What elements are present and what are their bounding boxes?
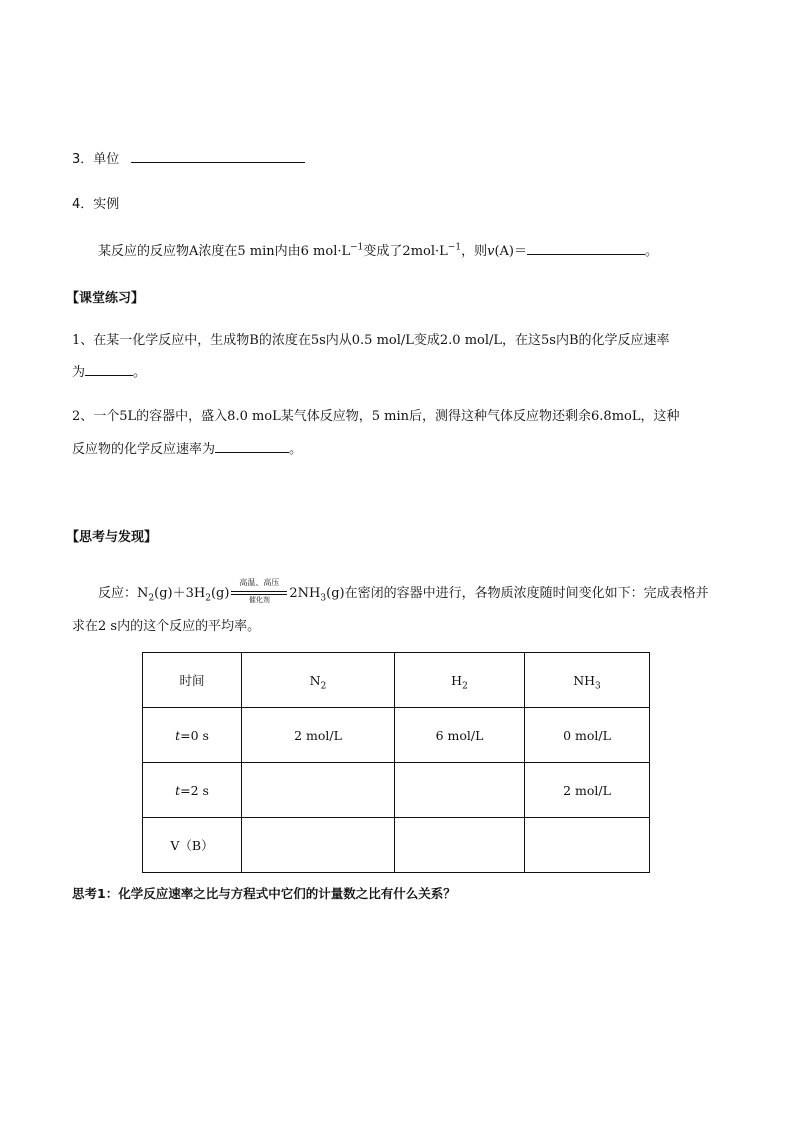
table-header-row — [143, 653, 650, 708]
example-text-d: (A)＝ — [494, 244, 527, 259]
row-label-t0: t=0 s — [143, 708, 242, 763]
unit-blank[interactable] — [131, 161, 305, 163]
reaction-plus: (g)＋3H — [154, 586, 206, 601]
practice-q2-line2 — [72, 438, 302, 457]
row-label-vb: V（B） — [143, 818, 242, 873]
table-cell-input[interactable] — [395, 818, 525, 873]
table-row — [143, 763, 650, 818]
table-cell-input[interactable] — [525, 818, 650, 873]
table-cell-input[interactable] — [242, 818, 395, 873]
example-line — [98, 240, 658, 259]
practice-heading: 【课堂练习】 — [66, 291, 145, 306]
q1-line2-pre: 为 — [72, 365, 86, 380]
header-nh3: $NH_3$ — [525, 653, 650, 708]
nh3-sub: 3 — [320, 593, 327, 604]
table-cell: 0 mol/L — [525, 708, 650, 763]
reaction-line — [98, 577, 709, 604]
table-cell-input[interactable] — [395, 763, 525, 818]
table-cell: 2 mol/L — [525, 763, 650, 818]
row-label-t2: t=2 s — [143, 763, 242, 818]
table-row — [143, 708, 650, 763]
reaction-line2: 求在2 s内的这个反应的平均率。 — [72, 619, 261, 634]
table-cell: 6 mol/L — [395, 708, 525, 763]
q2-answer-blank[interactable] — [215, 451, 289, 453]
q2-line2-pre: 反应物的化学反应速率为 — [72, 442, 216, 457]
example-end: 。 — [644, 244, 658, 259]
item3-label: 3．单位 — [72, 152, 120, 167]
practice-q2-line1: 2、一个5L的容器中，盛入8.0 moL某气体反应物，5 min后，测得这种气体反应物还剩余6.8moL，这种 — [72, 409, 680, 424]
example-text-b: 变成了2mol·L — [363, 244, 448, 259]
item3-line — [72, 148, 305, 167]
example-text-a: 某反应的反应物A浓度在5 min内由6 mol·L — [98, 244, 351, 259]
example-v: v — [487, 244, 495, 259]
practice-q1-line1: 1、在某一化学反应中，生成物B的浓度在5s内从0.5 mol/L变成2.0 mol/L，在这5s内B的化学反应速率 — [72, 333, 670, 348]
example-text-c: ，则 — [461, 244, 488, 259]
q1-line2-end: 。 — [133, 365, 147, 380]
concentration-table — [142, 652, 650, 873]
discovery-heading: 【思考与发现】 — [66, 530, 158, 545]
item4-label: 4．实例 — [72, 197, 120, 212]
h2-sub: 2 — [205, 593, 211, 604]
example-exp1: −1 — [350, 242, 364, 253]
reaction-g: (g) — [210, 586, 230, 601]
reaction-product: 2NH — [289, 586, 321, 601]
condition-bottom: 催化剂 — [248, 595, 270, 604]
example-answer-blank[interactable] — [527, 253, 645, 255]
n2-sub: 2 — [148, 593, 155, 604]
table-row — [143, 818, 650, 873]
equilibrium-arrow — [231, 577, 287, 604]
header-time: 时间 — [143, 653, 242, 708]
header-h2: $H_2$ — [395, 653, 525, 708]
think1-question: 思考1：化学反应速率之比与方程式中它们的计量数之比有什么关系？ — [72, 886, 456, 901]
q2-line2-end: 。 — [289, 442, 303, 457]
q1-answer-blank[interactable] — [85, 374, 133, 376]
reaction-post: (g)在密闭的容器中进行，各物质浓度随时间变化如下：完成表格并 — [326, 586, 709, 601]
header-n2: $N_2$ — [242, 653, 395, 708]
table-cell: 2 mol/L — [242, 708, 395, 763]
table-cell-input[interactable] — [242, 763, 395, 818]
reaction-pre: 反应：N — [98, 586, 149, 601]
condition-top: 高温、高压 — [239, 577, 280, 587]
example-exp2: −1 — [447, 242, 462, 253]
practice-q1-line2 — [72, 361, 146, 380]
